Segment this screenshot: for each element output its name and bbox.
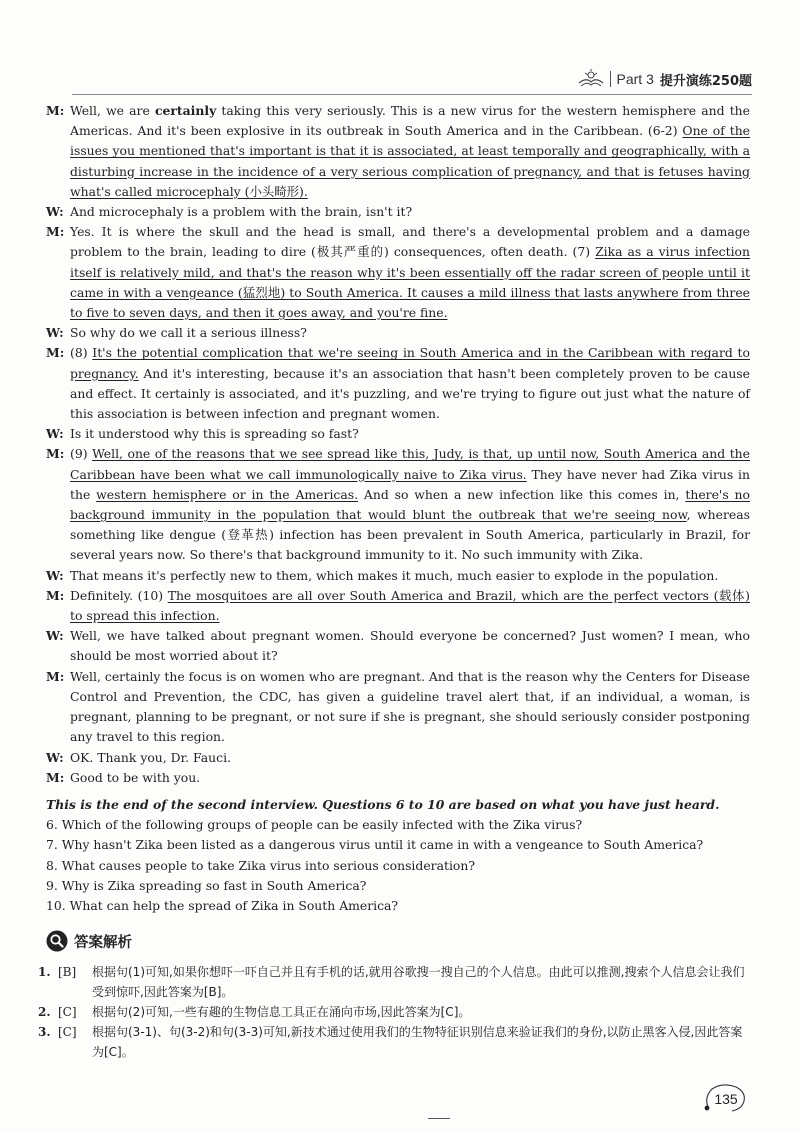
text-segment: Is it understood why this is spreading so fast? (70, 426, 359, 442)
answer-key: [C] (58, 1025, 77, 1039)
text-segment: They have never had Zika virus in the (70, 466, 751, 502)
question-item: 9. Why is Zika spreading so fast in South America? (46, 877, 367, 893)
speaker-label: W: (46, 628, 64, 644)
dialog-text (70, 566, 750, 586)
text-segment: (9) (70, 446, 93, 462)
end-note: This is the end of the second interview. Questions 6 to 10 are based on what you have just heard. (46, 796, 720, 812)
answer-item (38, 1022, 750, 1062)
section-title: 提升演练250题 (659, 73, 752, 89)
answers-heading (46, 930, 132, 952)
page-number-text: 135 (714, 1091, 738, 1107)
dialog-turn (46, 101, 750, 202)
speaker-label: W: (46, 567, 64, 583)
dialog-text (70, 101, 750, 202)
speaker-label: M: (46, 587, 65, 603)
dialog-turn (46, 343, 750, 424)
key-sentence: western hemisphere or in the Americas. (96, 486, 359, 502)
text-segment: , whereas something like dengue (登革热) infection has been prevalent in South America, particularly in Brazil, for several years now. So there's that background immunity to it. No such immunity with Zika. (70, 507, 750, 563)
key-sentence: Well, one of the reasons that we see spread like this, Judy, is that, up until now, South America and the Caribbean have been what we call immunologically naive to Zika virus. (70, 446, 750, 482)
dialog-turn (46, 202, 750, 222)
text-segment: OK. Thank you, Dr. Fauci. (70, 749, 232, 765)
key-sentence: The mosquitoes are all over South America and Brazil, which are the perfect vectors (载体) to spread this infection. (70, 587, 750, 624)
text-segment: taking this very seriously. This is a new virus for the western hemisphere and the Americas. And it's been explosive in its outbreak in South America and in the Caribbean. (6-2) (70, 103, 750, 139)
speaker-label: W: (46, 204, 64, 220)
dialog-turns (46, 101, 750, 788)
text-segment: Definitely. (10) (70, 587, 168, 603)
dialog-text (70, 323, 750, 343)
dialog-text (70, 444, 750, 565)
dialog-turn (46, 444, 750, 565)
dialog-text (70, 626, 750, 666)
dialog-turn (46, 586, 750, 626)
answer-explanation: 根据句(1)可知,如果你想吓一吓自己并且有手机的话,就用谷歌搜一搜自己的个人信息。由此可以推测,搜索个人信息会让我们受到惊吓,因此答案为[B]。 (92, 965, 745, 999)
speaker-label: M: (46, 446, 65, 462)
magnifier-icon (46, 930, 68, 952)
answer-list (38, 962, 750, 1062)
question-item: 10. What can help the spread of Zika in South America? (46, 897, 399, 913)
dialog-turn (46, 768, 750, 788)
dialog-turn (46, 424, 750, 444)
key-sentence: Zika as a virus infection itself is relatively mild, and that's the reason why it's been essentially off the radar screen of people until it came in with a vengeance (猛烈地) to South America. It causes a mild illness that lasts anywhere from three to five to seven days, and then it goes away, and you're fine. (70, 244, 750, 321)
speaker-label: W: (46, 749, 64, 765)
dialog-text (70, 343, 750, 424)
text-segment: (8) (70, 345, 93, 361)
speaker-label: M: (46, 345, 65, 361)
question-item: 6. Which of the following groups of people can be easily infected with the Zika virus? (46, 817, 583, 833)
text-segment: That means it's perfectly new to them, which makes it much, much easier to explode in the population. (70, 567, 719, 583)
answer-explanation: 根据句(2)可知,一些有趣的生物信息工具正在涌向市场,因此答案为[C]。 (92, 1005, 471, 1019)
text-segment: And microcephaly is a problem with the brain, isn't it? (70, 204, 413, 220)
question-item: 7. Why hasn't Zika been listed as a dangerous virus until it came in with a vengeance to South America? (46, 837, 704, 853)
speaker-label: W: (46, 325, 64, 341)
book-logo-icon (576, 68, 606, 90)
text-segment: Good to be with you. (70, 769, 201, 785)
dialog-text (70, 424, 750, 444)
text-segment: Well, certainly the focus is on women who are pregnant. And that is the reason why the Centers for Disease Control and Prevention, the CDC, has given a guideline travel alert that, if an individual, a woman, is pregnant, planning to be pregnant, or not sure if she is pregnant, she should seriously consider postponing any travel to this region. (70, 668, 750, 745)
answer-item (38, 962, 750, 1002)
dialog-text (70, 667, 750, 748)
dialog-turn (46, 323, 750, 343)
header-rule (72, 94, 752, 95)
key-sentence: One of the issues you mentioned that's important is that it is associated, at least temporally and geographically, with a disturbing increase in the incidence of a very serious complication of pregnancy, and that is fetuses having what's called microcephaly (小头畸形). (70, 123, 751, 199)
speaker-label: M: (46, 103, 65, 118)
answer-number: 2. (38, 1005, 51, 1019)
page-header (576, 66, 753, 92)
text-segment: And so when a new infection like this comes in, (358, 486, 686, 502)
dialog-turn (46, 667, 750, 748)
dialog-text (70, 222, 750, 323)
answer-key: [B] (58, 965, 77, 979)
dialog-text (70, 748, 750, 768)
part-label: Part 3 (610, 71, 654, 87)
text-segment: So why do we call it a serious illness? (70, 325, 307, 341)
page-number (702, 1083, 748, 1113)
text-segment: And it's interesting, because it's an association that hasn't been completely proven to be cause and effect. It certainly is associated, and it's puzzling, and we're trying to figure out just what the nature of this association is between infection and pregnant women. (70, 365, 750, 422)
dialog-text (70, 202, 750, 222)
dialog-transcript (46, 101, 750, 916)
dialog-turn (46, 222, 750, 323)
speaker-label: M: (46, 224, 65, 240)
key-sentence: there's no background immunity in the population that would blunt the outbreak that we're seeing now (70, 486, 750, 523)
speaker-label: W: (46, 426, 64, 442)
text-segment: Well, we have talked about pregnant women. Should everyone be concerned? Just women? I mean, who should be most worried about it? (70, 628, 750, 664)
page-number-badge (702, 1083, 748, 1113)
dialog-turn (46, 566, 750, 586)
question-list (46, 815, 750, 916)
dialog-turn (46, 626, 750, 666)
dialog-text (70, 586, 750, 626)
text-segment: Well, we are (70, 103, 155, 118)
speaker-label: M: (46, 668, 65, 684)
bottom-dash (428, 1118, 450, 1119)
text-segment: certainly (154, 103, 217, 118)
answer-number: 1. (38, 965, 51, 979)
answer-key: [C] (58, 1005, 77, 1019)
dialog-turn (46, 748, 750, 768)
text-segment: Yes. It is where the skull and the head is small, and there's a developmental problem and a damage problem to the brain, leading to dire (极其严重的) consequences, often death. (7) (70, 224, 750, 260)
speaker-label: M: (46, 769, 65, 785)
answer-item (38, 1002, 750, 1022)
question-item: 8. What causes people to take Zika virus into serious consideration? (46, 857, 475, 873)
key-sentence: It's the potential complication that we're seeing in South America and in the Caribbean with regard to pregnancy. (70, 345, 750, 381)
answer-number: 3. (38, 1025, 51, 1039)
dialog-text (70, 768, 750, 788)
answers-title: 答案解析 (74, 934, 132, 951)
answer-explanation: 根据句(3-1)、句(3-2)和句(3-3)可知,新技术通过使用我们的生物特征识别信息来验证我们的身份,以防止黑客入侵,因此答案为[C]。 (92, 1025, 743, 1059)
